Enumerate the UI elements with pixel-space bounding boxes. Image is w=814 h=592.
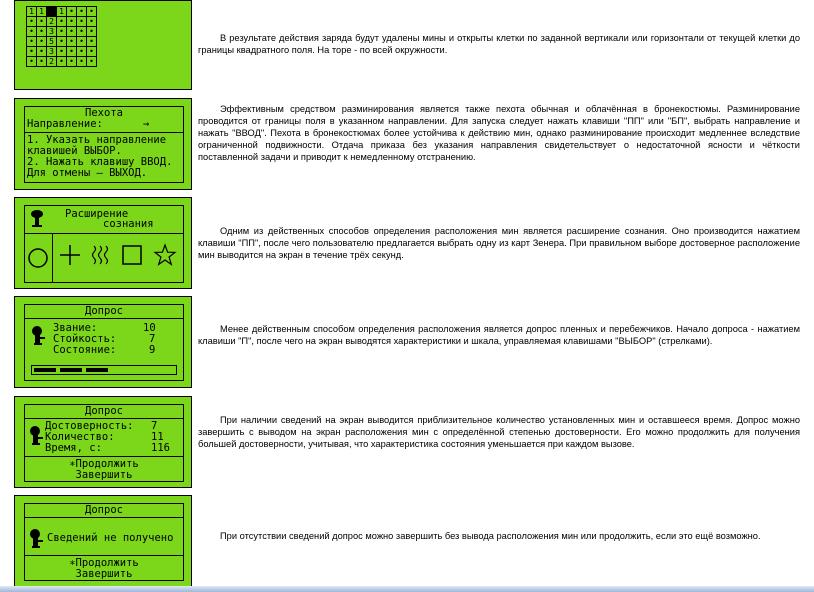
continue-option[interactable]: ∗Продолжить xyxy=(69,557,139,569)
dialog-title: Допрос xyxy=(85,504,123,516)
grid-cell[interactable]: • xyxy=(27,47,37,57)
dialog-title: Допрос xyxy=(85,305,123,317)
stability-value: 7 xyxy=(149,333,156,345)
time-label: Время, с: xyxy=(45,442,102,454)
description-text: При наличии сведений на экран выводится приблизительное количество установленных мин и оставшееся время. Допрос можно завершить с выводом на экран расположения мин с определённой степенью достоверности. Его можно продолжить для получения большей достоверности, учитывая, что характеристика состояния уменьшается при каждом вызове. xyxy=(198,415,800,449)
continue-option[interactable]: ∗Продолжить xyxy=(69,458,139,470)
infantry-dialog xyxy=(24,106,184,183)
grid-cell[interactable]: 2 xyxy=(47,57,57,67)
grid-cell[interactable]: • xyxy=(77,57,87,67)
grid-cell[interactable]: • xyxy=(87,17,97,27)
dialog-title: Расширение xyxy=(65,208,129,220)
interrogation-dialog xyxy=(24,304,184,381)
instruction-line: 2. Нажать клавишу ВВОД. xyxy=(27,156,173,168)
description-charge xyxy=(198,32,800,56)
description-text: Эффективным средством разминирования является также пехота обычная и облачённая в бронекостюмы. Разминирование проводится от границы поля в указанном направлении. Для запуска следует нажать клавиши "ПП" или "БП", выбрать направление и нажать "ВВОД". Пехота в бронекостюмах более устойчива к действию мин, однако разминирование происходит медленнее вследствие ограниченной подвижности. Отдача приказа без указания направления свидетельствует о недостаточной ясности и чёткости поставленной задачи и приводит к немедленному отстранению. xyxy=(198,104,800,162)
instruction-line: Для отмены – ВЫХОД. xyxy=(27,167,148,179)
game-screen-consciousness xyxy=(14,197,192,289)
grid-cell[interactable]: • xyxy=(27,57,37,67)
finish-option[interactable]: Завершить xyxy=(75,568,133,580)
count-value: 11 xyxy=(151,431,164,443)
description-consciousness xyxy=(198,225,800,261)
no-info-message: Сведений не получено xyxy=(47,532,174,544)
grid-cell[interactable]: • xyxy=(37,37,47,47)
stability-label: Стойкость: xyxy=(53,333,117,345)
grid-cell[interactable]: • xyxy=(67,7,77,17)
description-interrogation-results xyxy=(198,414,800,450)
description-interrogation xyxy=(198,323,800,347)
grid-cell[interactable] xyxy=(47,7,57,17)
grid-cell[interactable]: 2 xyxy=(47,17,57,27)
mine-field-grid xyxy=(26,6,97,67)
grid-cell[interactable]: • xyxy=(27,37,37,47)
grid-cell[interactable]: • xyxy=(27,27,37,37)
results-dialog xyxy=(24,404,184,482)
no-info-dialog xyxy=(24,503,184,581)
interrogation-scale-slider[interactable] xyxy=(31,365,177,375)
grid-cell[interactable]: • xyxy=(37,57,47,67)
grid-cell[interactable]: • xyxy=(67,37,77,47)
grid-cell[interactable]: • xyxy=(37,17,47,27)
grid-cell[interactable]: • xyxy=(77,47,87,57)
direction-label: Направление: xyxy=(27,118,103,130)
game-screen-charge xyxy=(14,0,192,90)
grid-cell[interactable]: 1 xyxy=(57,7,67,17)
grid-cell[interactable]: 1 xyxy=(27,7,37,17)
grid-cell[interactable]: • xyxy=(77,7,87,17)
circle-card-icon[interactable] xyxy=(25,234,53,282)
grid-cell[interactable]: • xyxy=(57,17,67,27)
game-screen-interrogation-results xyxy=(14,396,192,488)
grid-cell[interactable]: • xyxy=(57,27,67,37)
dialog-title: сознания xyxy=(103,218,154,230)
grid-cell[interactable]: • xyxy=(87,27,97,37)
game-screen-no-info xyxy=(14,495,192,587)
grid-cell[interactable]: • xyxy=(67,57,77,67)
game-screen-interrogation xyxy=(14,296,192,388)
grid-cell[interactable]: • xyxy=(67,17,77,27)
grid-cell[interactable]: • xyxy=(37,47,47,57)
direction-arrow-icon: → xyxy=(143,118,150,130)
grid-cell[interactable]: • xyxy=(87,7,97,17)
description-no-info xyxy=(198,530,800,542)
prisoner-icon xyxy=(31,325,47,347)
finish-option[interactable]: Завершить xyxy=(75,469,133,481)
selected-card-frame[interactable] xyxy=(25,234,53,282)
rank-value: 10 xyxy=(143,322,156,334)
grid-cell[interactable]: • xyxy=(57,37,67,47)
description-text: Одним из действенных способов определения расположения мин является расширение сознания. Оно производится нажатием клавиши "ПП", после чего пользователю предлагается выбрать одну из карт Зенера. При правильном выборе достоверное расположение мин выводится на экран в течение трёх секунд. xyxy=(198,226,800,260)
window-bottom-edge xyxy=(0,586,814,592)
grid-cell[interactable]: 3 xyxy=(47,27,57,37)
grid-cell[interactable]: • xyxy=(67,47,77,57)
state-label: Состояние: xyxy=(53,344,117,356)
zener-dialog xyxy=(24,205,184,283)
grid-cell[interactable]: • xyxy=(87,37,97,47)
time-value: 116 xyxy=(151,442,170,454)
state-value: 9 xyxy=(149,344,156,356)
square-card-icon[interactable] xyxy=(121,244,143,266)
grid-cell[interactable]: • xyxy=(37,27,47,37)
description-text: При отсутствии сведений допрос можно завершить без вывода расположения мин или продолжить, если это ещё возможно. xyxy=(220,531,761,541)
grid-cell[interactable]: 3 xyxy=(47,47,57,57)
reliability-label: Достоверность: xyxy=(45,420,134,432)
grid-cell[interactable]: • xyxy=(77,37,87,47)
grid-cell[interactable]: • xyxy=(27,17,37,27)
description-text: В результате действия заряда будут удалены мины и открыты клетки по заданной вертикали или горизонтали от текущей клетки до границы квадратного поля. На торе - по всей окружности. xyxy=(198,33,800,55)
mushroom-cloud-icon xyxy=(29,209,45,229)
description-text: Менее действенным способом определения расположения является допрос пленных и перебежчиков. Начало допроса - нажатием клавиши "П", после чего на экран выводятся характеристики и шкала, управляемая клавишами "ВЫБОР" (стрелками). xyxy=(198,324,800,346)
star-card-icon[interactable] xyxy=(153,243,177,267)
game-screen-infantry xyxy=(14,98,192,190)
reliability-value: 7 xyxy=(151,420,158,432)
dialog-title: Пехота xyxy=(85,107,123,119)
grid-cell[interactable]: • xyxy=(87,57,97,67)
prisoner-icon xyxy=(29,528,45,550)
grid-cell[interactable]: • xyxy=(87,47,97,57)
grid-cell[interactable]: • xyxy=(77,17,87,27)
grid-cell[interactable]: • xyxy=(57,57,67,67)
count-label: Количество: xyxy=(45,431,115,443)
description-infantry xyxy=(198,103,800,163)
grid-cell[interactable]: 1 xyxy=(37,7,47,17)
prisoner-icon xyxy=(29,425,45,447)
waves-card-icon[interactable] xyxy=(89,244,111,266)
instruction-line: 1. Указать направление xyxy=(27,134,167,146)
grid-cell[interactable]: • xyxy=(57,47,67,57)
rank-label: Звание: xyxy=(53,322,98,334)
instruction-line: клавишей ВЫБОР. xyxy=(27,145,122,157)
grid-cell[interactable]: 5 xyxy=(47,37,57,47)
grid-cell[interactable]: • xyxy=(67,27,77,37)
cross-card-icon[interactable] xyxy=(59,244,81,266)
grid-cell[interactable]: • xyxy=(77,27,87,37)
dialog-title: Допрос xyxy=(85,405,123,417)
